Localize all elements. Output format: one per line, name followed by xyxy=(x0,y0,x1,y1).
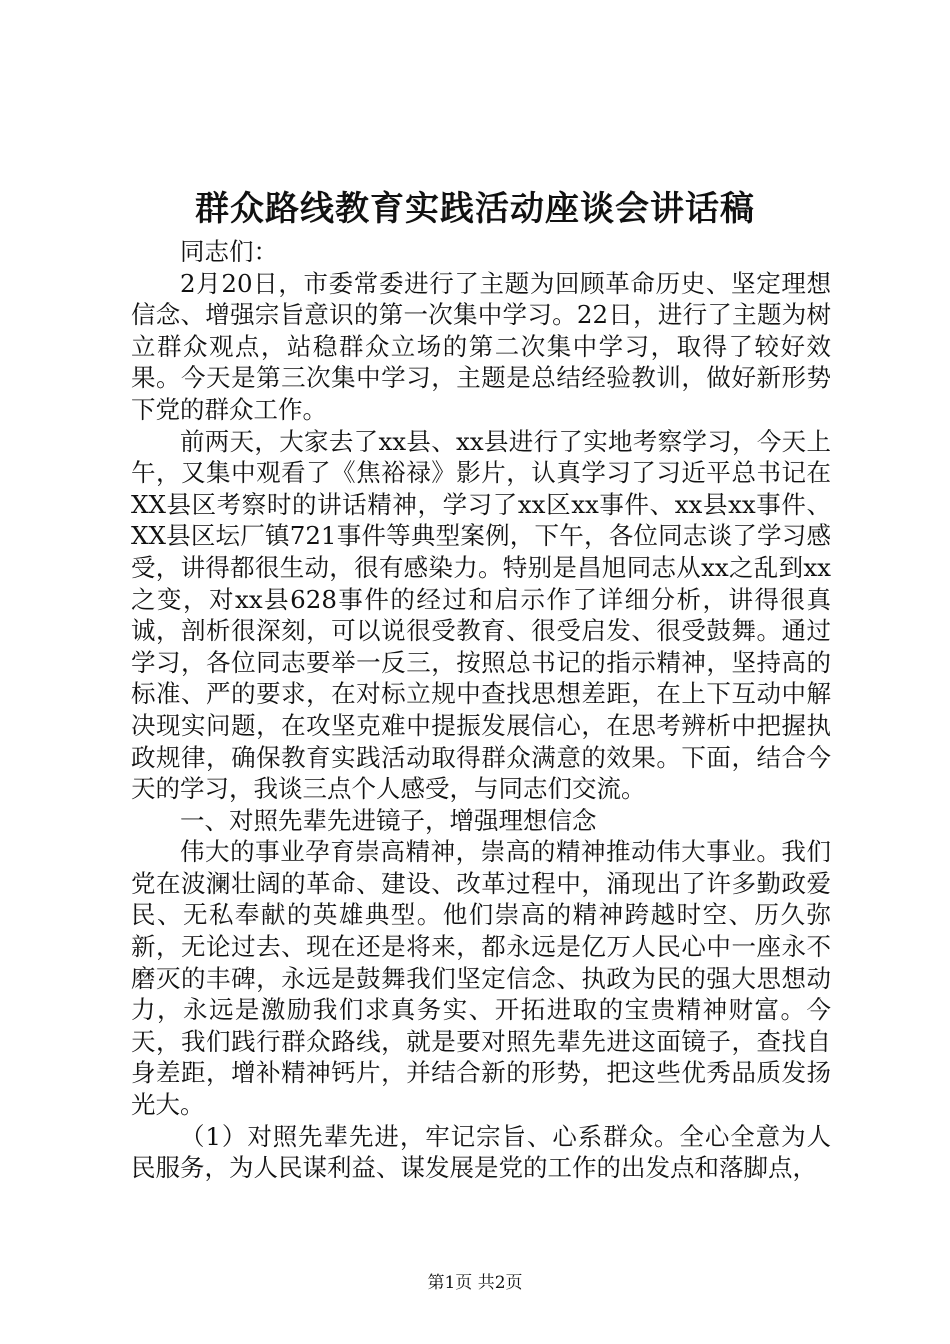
paragraph-subsection-1: （1）对照先辈先进，牢记宗旨、心系群众。全心全意为人民服务，为人民谋利益、谋发展是党的工作的出发点和落脚点， xyxy=(131,1121,831,1183)
paragraph-review: 前两天，大家去了xx县、xx县进行了实地考察学习，今天上午，又集中观看了《焦裕禄》影片，认真学习了习近平总书记在XX县区考察时的讲话精神，学习了xx区xx事件、xx县xx事件、XX县区坛厂镇721事件等典型案例，下午，各位同志谈了学习感受，讲得都很生动，很有感染力。特别是昌旭同志从xx之乱到xx之变，对xx县628事件的经过和启示作了详细分析，讲得很真诚，剖析很深刻，可以说很受教育、很受启发、很受鼓舞。通过学习，各位同志要举一反三，按照总书记的指示精神，坚持高的标准、严的要求，在对标立规中查找思想差距，在上下互动中解决现实问题，在攻坚克难中提振发展信心，在思考辨析中把握执政规律，确保教育实践活动取得群众满意的效果。下面，结合今天的学习，我谈三点个人感受，与同志们交流。 xyxy=(131,426,831,804)
document-title: 群众路线教育实践活动座谈会讲话稿 xyxy=(195,189,755,229)
paragraph-intro: 2月20日，市委常委进行了主题为回顾革命历史、坚定理想信念、增强宗旨意识的第一次集中学习。22日，进行了主题为树立群众观点，站稳群众立场的第二次集中学习，取得了较好效果。今天是第三次集中学习，主题是总结经验教训，做好新形势下党的群众工作。 xyxy=(131,268,831,424)
section-heading-1: 一、对照先辈先进镜子，增强理想信念 xyxy=(180,805,597,835)
page-number: 第1页 共2页 xyxy=(427,1273,523,1293)
document-body xyxy=(131,236,831,1184)
salutation: 同志们： xyxy=(180,237,278,266)
paragraph-section-1: 伟大的事业孕育崇高精神，崇高的精神推动伟大事业。我们党在波澜壮阔的革命、建设、改革过程中，涌现出了许多勤政爱民、无私奉献的英雄典型。他们崇高的精神跨越时空、历久弥新，无论过去、现在还是将来，都永远是亿万人民心中一座永不磨灭的丰碑，永远是鼓舞我们坚定信念、执政为民的强大思想动力，永远是激励我们求真务实、开拓进取的宝贵精神财富。今天，我们践行群众路线，就是要对照先辈先进这面镜子，查找自身差距，增补精神钙片，并结合新的形势，把这些优秀品质发扬光大。 xyxy=(131,837,831,1120)
